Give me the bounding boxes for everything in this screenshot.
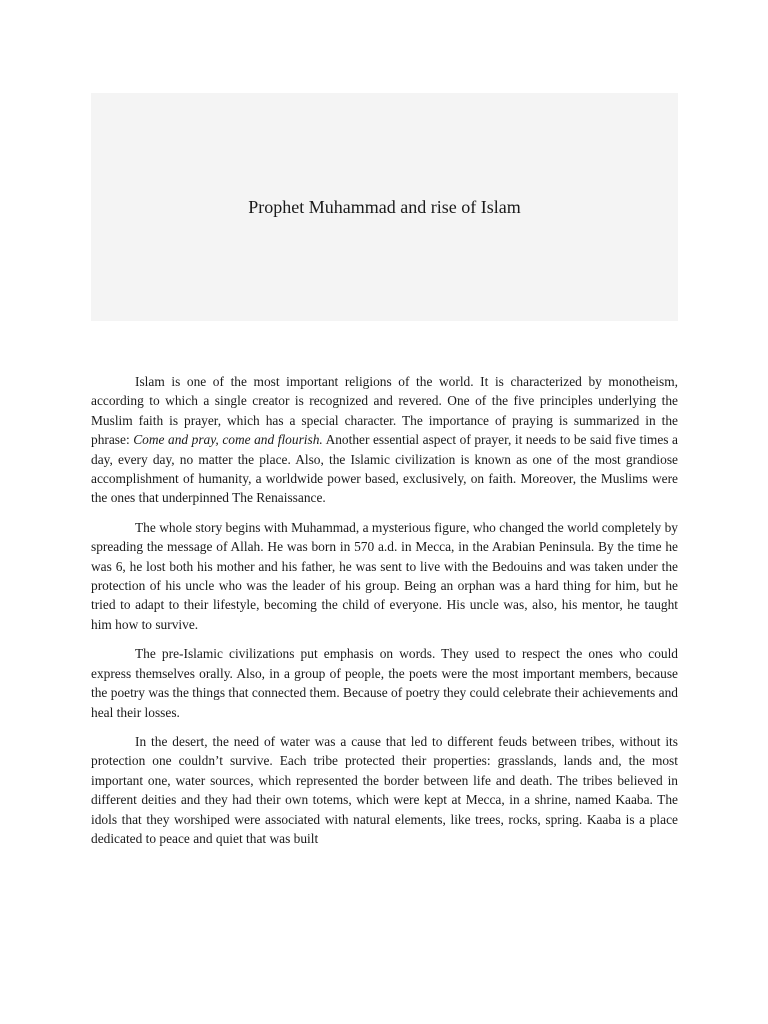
- title-block: [91, 93, 678, 321]
- paragraph-4: In the desert, the need of water was a cause that led to different feuds between tribes, without its protection one couldn’t survive. Each tribe protected their properties: grasslands, lands and, the most important one, water sources, which represented the border between life and death. The tribes believed in different deities and they had their own totems, which were kept at Mecca, in a shrine, named Kaaba. The idols that they worshiped were associated with natural elements, like trees, rocks, spring. Kaaba is a place dedicated to peace and quiet that was built: [91, 733, 678, 846]
- paragraph-1-text-before: Islam is one of the most important religions of the world. It is characterized by monotheism, according to which a single creator is recognized and revered. One of the five principles underlying the Muslim faith is prayer, which has a special character. The importance of praying is summarized in the phrase:: [91, 374, 678, 448]
- paragraph-1-italic-phrase: Come and pray, come and flourish.: [133, 432, 323, 448]
- paragraph-3: The pre-Islamic civilizations put emphasis on words. They used to respect the ones who could express themselves orally. Also, in a group of people, the poets were the most important members, because the poetry was the things that connected them. Because of poetry they could celebrate their achievements and heal their losses.: [91, 646, 678, 720]
- document-body: [91, 372, 678, 858]
- paragraph-1: [91, 372, 678, 508]
- document-title: Prophet Muhammad and rise of Islam: [248, 196, 521, 217]
- paragraph-2: The whole story begins with Muhammad, a mysterious figure, who changed the world completely by spreading the message of Allah. He was born in 570 a.d. in Mecca, in the Arabian Peninsula. By the time he was 6, he lost both his mother and his father, he was sent to live with the Bedouins and was taken under the protection of his uncle who was the leader of his group. Being an orphan was a hard thing for him, but he tried to adapt to their lifestyle, becoming the child of everyone. His uncle was, also, his mentor, he taught him how to survive.: [91, 519, 678, 632]
- paragraph-1-text-after: Another essential aspect of prayer, it needs to be said five times a day, every day, no matter the place. Also, the Islamic civilization is known as one of the most grandiose accomplishment of humanity, a worldwide power based, exclusively, on faith. Moreover, the Muslims were the ones that underpinned The Renaissance.: [91, 432, 678, 506]
